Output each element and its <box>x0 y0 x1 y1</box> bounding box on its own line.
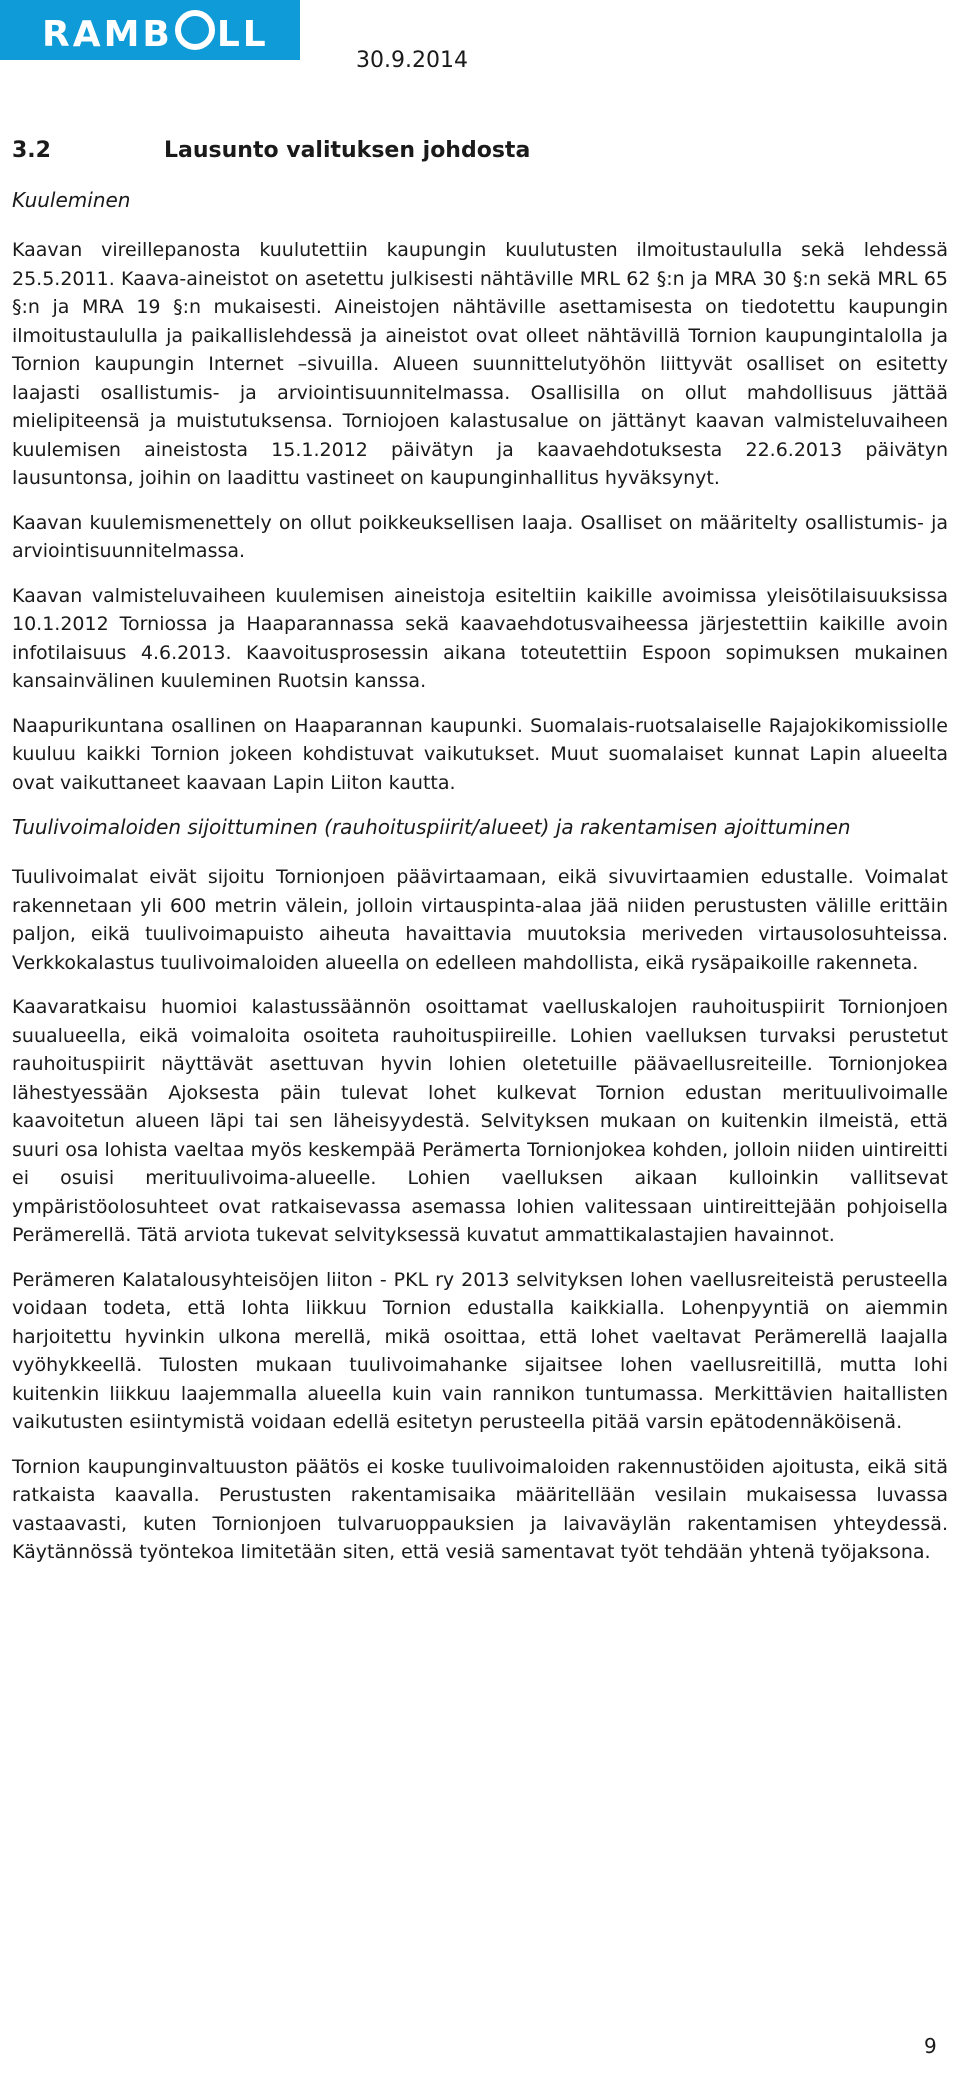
document-date: 30.9.2014 <box>356 48 468 73</box>
logo-text: RAMB LL <box>42 10 269 55</box>
section-number: 3.2 <box>12 138 51 163</box>
subheading-tuulivoimaloiden-sijoittuminen: Tuulivoimaloiden sijoittuminen (rauhoituspiirit/alueet) ja rakentamisen ajoittuminen <box>12 815 851 839</box>
paragraph: Tornion kaupunginvaltuuston päätös ei koske tuulivoimaloiden rakennustöiden ajoitusta, eikä sitä ratkaista kaavalla. Perustusten rakentamisaika määritellään vesilain mukaisessa luvassa vastaavasti, kuten Tornionjoen tulvaruoppauksien ja laivaväylän rakentamisen yhteydessä. Käytännössä työntekoa limitetään siten, että vesiä samentavat työt tehdään yhtenä työjaksona. <box>12 1455 948 1563</box>
section-title: Lausunto valituksen johdosta <box>164 138 531 163</box>
paragraph: Kaavan vireillepanosta kuulutettiin kaupungin kuulutusten ilmoitustaululla sekä lehdessä 25.5.2011. Kaava-aineistot on asetettu julkisesti nähtäville MRL 62 §:n ja MRA 30 §:n sekä MRL 65 §:n ja MRA 19 §:n mukaisesti. Aineistojen nähtäville asettamisesta on tiedotettu kaupungin ilmoitustaululla ja paikallislehdessä ja aineistot ovat olleet nähtävillä Tornion kaupungintalolla ja Tornion kaupungin Internet –sivuilla. Alueen suunnittelutyöhön liittyvät osalliset on esitetty laajasti osallistumis- ja arviointisuunnitelmassa. Osallisilla on ollut mahdollisuus jättää mielipiteensä ja muistutuksensa. Torniojoen kalastusalue on jättänyt kaavan valmisteluvaiheen kuulemisen aineistosta 15.1.2012 päivätyn ja kaavaehdotuksesta 22.6.2013 päivätyn lausuntonsa, joihin on laadittu vastineet on kaupunginhallitus hyväksynyt. <box>12 239 948 489</box>
paragraph: Tuulivoimalat eivät sijoitu Tornionjoen päävirtaamaan, eikä sivuvirtaamien edustalle. Voimalat rakennetaan yli 600 metrin välein, jolloin virtauspinta-alaa jää niiden perustusten välille erittäin paljon, eikä tuulivoimapuisto aiheuta havaittavia muutoksia meriveden virtausolosuhteissa. Verkkokalastus tuulivoimaloiden alueella on edelleen mahdollista, eikä rysäpaikoille rakenneta. <box>12 866 948 974</box>
page-content <box>12 138 948 1583</box>
paragraph: Kaavaratkaisu huomioi kalastussäännön osoittamat vaelluskalojen rauhoituspiirit Tornionjoen suualueella, eikä voimaloita osoiteta rauhoituspiireille. Lohien vaelluksen turvaksi perustetut rauhoituspiirit näyttävät asettuvan hyvin lohien oletetuille päävaellusreiteille. Tornionjokea lähestyessään Ajoksesta päin tulevat lohet kulkevat Tornion edustan merituulivoimalle kaavoitetun alueen läpi tai sen läheisyydestä. Selvityksen mukaan on kuitenkin ilmeistä, että suuri osa lohista vaeltaa myös keskempää Perämerta Tornionjokea kohden, jolloin niiden uintireitti ei osuisi merituulivoima-alueelle. Lohien vaelluksen aikaan kulloinkin vallitsevat ympäristöolosuhteet ovat ratkaisevassa asemassa lohien valitessaan uintireittejään pohjoisella Perämerellä. Tätä arviota tukevat selvityksessä kuvatut ammattikalastajien havainnot. <box>12 996 948 1246</box>
paragraph: Perämeren Kalatalousyhteisöjen liiton - PKL ry 2013 selvityksen lohen vaellusreiteistä perusteella voidaan todeta, että lohta liikkuu Tornion edustalla kaikkialla. Lohenpyyntiä on aiemmin harjoitettu hyvinkin ulkona merellä, mikä osoittaa, että lohet vaeltavat Perämerellä laajalla vyöhykkeellä. Tulosten mukaan tuulivoimahanke sijaitsee lohen vaellusreitillä, mutta lohi kuitenkin liikkuu laajemmalla alueella kuin vain rannikon tuntumassa. Merkittävien haitallisten vaikutusten esiintymistä voidaan edellä esitetyn perusteella pitää varsin epätodennäköisenä. <box>12 1268 948 1433</box>
paragraph: Naapurikuntana osallinen on Haaparannan kaupunki. Suomalais-ruotsalaiselle Rajajokikomissiolle kuuluu kaikki Tornion jokeen kohdistuvat vaikutukset. Muut suomalaiset kunnat Lapin alueelta ovat vaikuttaneet kaavaan Lapin Liiton kautta. <box>12 714 948 794</box>
logo-ring-icon <box>175 10 215 50</box>
subheading-kuuleminen: Kuuleminen <box>12 188 131 212</box>
paragraph: Kaavan valmisteluvaiheen kuulemisen aineistoja esiteltiin kaikille avoimissa yleisötilaisuuksissa 10.1.2012 Torniossa ja Haaparannassa sekä kaavaehdotusvaiheessa järjestettiin kaikille avoin infotilaisuus 4.6.2013. Kaavoitusprosessin aikana toteutettiin Espoon sopimuksen mukainen kansainvälinen kuuleminen Ruotsin kanssa. <box>12 584 948 692</box>
section-heading <box>12 138 948 164</box>
ramboll-logo <box>0 0 300 60</box>
page-number: 9 <box>924 2034 937 2058</box>
paragraph: Kaavan kuulemismenettely on ollut poikkeuksellisen laaja. Osalliset on määritelty osallistumis- ja arviointisuunnitelmassa. <box>12 511 948 562</box>
